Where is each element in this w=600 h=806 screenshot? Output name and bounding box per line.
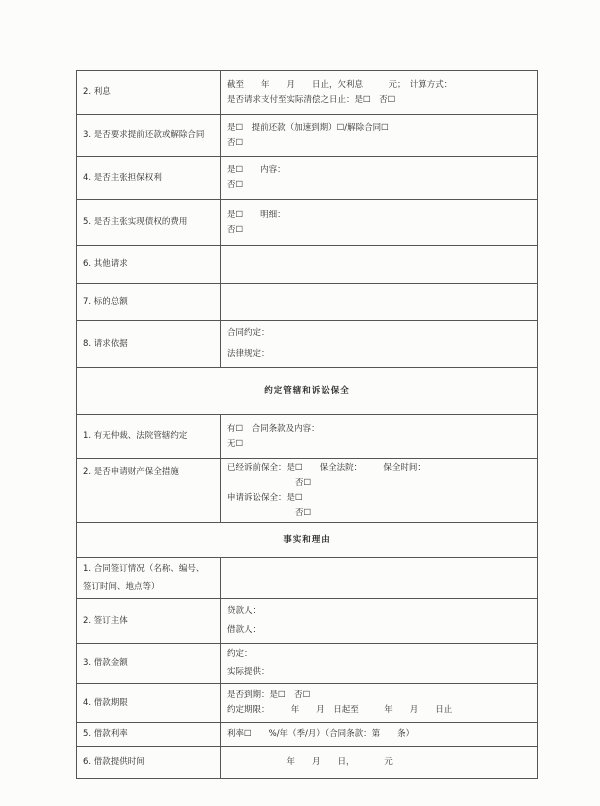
section-heading-jurisdiction: 约定管辖和诉讼保全 xyxy=(77,368,538,415)
row-value-total-amount xyxy=(221,284,538,321)
row-label-interest-rate: 5. 借款利率 xyxy=(77,723,221,747)
table-row xyxy=(77,684,538,723)
row-label-preservation: 2. 是否申请财产保全措施 xyxy=(77,459,221,523)
row-label-contract-signing: 1. 合同签订情况（名称、编号、 签订时间、地点等） xyxy=(77,558,221,599)
row-label-interest: 2. 利息 xyxy=(77,71,221,115)
row-value-loan-term: 是否到期：是☐ 否☐ 约定期限： 年 月 日起至 年 月 日止 xyxy=(221,684,538,723)
section-row xyxy=(77,368,538,415)
table-row xyxy=(77,459,538,523)
row-label-guarantee: 4. 是否主张担保权利 xyxy=(77,157,221,200)
row-value-other-requests xyxy=(221,246,538,284)
table-row xyxy=(77,599,538,644)
row-label-basis: 8. 请求依据 xyxy=(77,321,221,368)
row-value-preservation: 已经诉前保全：是☐ 保全法院： 保全时间： 否☐ 申请诉讼保全：是☐ 否☐ xyxy=(221,459,538,523)
table-row xyxy=(77,115,538,157)
table-row xyxy=(77,415,538,459)
table-row xyxy=(77,558,538,599)
row-label-costs: 5. 是否主张实现债权的费用 xyxy=(77,200,221,246)
row-value-contract-signing xyxy=(221,558,538,599)
row-label-parties: 2. 签订主体 xyxy=(77,599,221,644)
row-value-early-repayment: 是☐ 提前还款（加速到期）☐/解除合同☐ 否☐ xyxy=(221,115,538,157)
row-value-loan-amount: 约定： 实际提供： xyxy=(221,644,538,684)
table-row xyxy=(77,747,538,779)
row-value-parties: 贷款人： 借款人： xyxy=(221,599,538,644)
complaint-form-table xyxy=(76,70,538,779)
row-value-costs: 是☐ 明细： 否☐ xyxy=(221,200,538,246)
row-label-loan-date: 6. 借款提供时间 xyxy=(77,747,221,779)
row-label-loan-term: 4. 借款期限 xyxy=(77,684,221,723)
row-label-early-repayment: 3. 是否要求提前还款或解除合同 xyxy=(77,115,221,157)
row-label-arbitration: 1. 有无仲裁、法院管辖约定 xyxy=(77,415,221,459)
table-row xyxy=(77,157,538,200)
table-row xyxy=(77,246,538,284)
section-heading-facts: 事实和理由 xyxy=(77,523,538,558)
row-value-basis: 合同约定： 法律规定： xyxy=(221,321,538,368)
row-label-total-amount: 7. 标的总额 xyxy=(77,284,221,321)
row-value-loan-date: 年 月 日， 元 xyxy=(221,747,538,779)
table-row xyxy=(77,321,538,368)
table-row xyxy=(77,71,538,115)
row-label-loan-amount: 3. 借款金额 xyxy=(77,644,221,684)
row-value-guarantee: 是☐ 内容： 否☐ xyxy=(221,157,538,200)
table-row xyxy=(77,723,538,747)
row-value-interest: 截至 年 月 日止，欠利息 元； 计算方式： 是否请求支付至实际清偿之日止：是☐ 否☐ xyxy=(221,71,538,115)
section-row xyxy=(77,523,538,558)
table-row xyxy=(77,644,538,684)
row-value-arbitration: 有☐ 合同条款及内容： 无☐ xyxy=(221,415,538,459)
row-label-other-requests: 6. 其他请求 xyxy=(77,246,221,284)
table-row xyxy=(77,284,538,321)
row-value-interest-rate: 利率☐ %/年（季/月）（合同条款：第 条） xyxy=(221,723,538,747)
table-row xyxy=(77,200,538,246)
